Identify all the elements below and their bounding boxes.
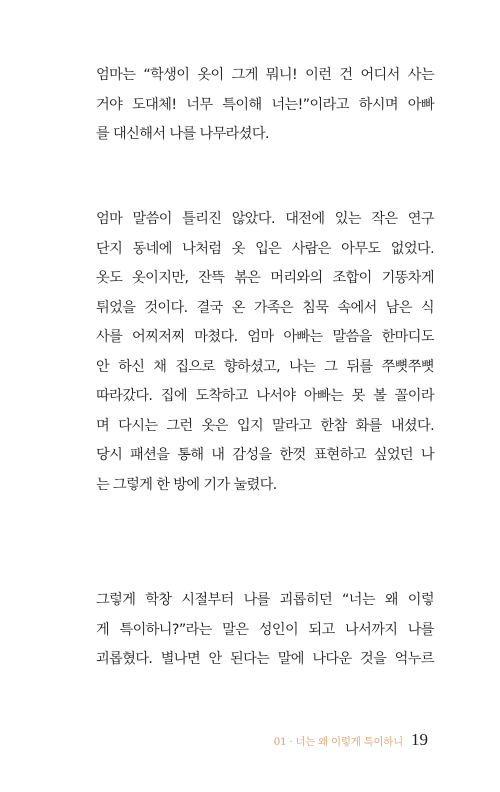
- text-line: 를 대신해서 나를 나무라셨다.: [96, 126, 269, 142]
- text-line: 거야 도대체! 너무 특이해 너는!”이라고 하시며 아빠: [96, 96, 434, 113]
- text-line: 엄마 말씀이 틀리진 않았다. 대전에 있는 작은 연구: [96, 211, 434, 227]
- page-number: 19: [411, 730, 428, 749]
- text-line: 당시 패션을 통해 내 감성을 한껏 표현하고 싶었던 나: [96, 447, 434, 463]
- page-footer: [274, 730, 428, 750]
- text-line: 단지 동네에 나처럼 옷 입은 사람은 아무도 없었다.: [96, 240, 434, 257]
- paragraph-2: [96, 205, 434, 500]
- text-line: 사를 어찌저찌 마쳤다. 엄마 아빠는 말씀을 한마디도: [96, 329, 434, 345]
- text-line: 며 다시는 그런 옷은 입지 말라고 한참 화를 내셨다.: [96, 417, 434, 434]
- paragraph-1: [96, 61, 434, 150]
- text-line: 는 그렇게 한 방에 기가 눌렸다.: [96, 476, 277, 493]
- text-line: 괴롭혔다. 별나면 안 된다는 말에 나다운 것을 억누르: [96, 651, 434, 667]
- text-line: 옷도 옷이지만, 잔뜩 볶은 머리와의 조합이 기똥차게: [96, 270, 434, 286]
- paragraph-3: [96, 586, 434, 675]
- text-line: 그렇게 학창 시절부터 나를 괴롭히던 “너는 왜 이렇: [96, 592, 434, 608]
- text-line: 안 하신 채 집으로 향하셨고, 나는 그 뒤를 쭈뼛쭈뼛: [96, 358, 434, 375]
- text-line: 튀었을 것이다. 결국 온 가족은 침묵 속에서 남은 식: [96, 299, 434, 316]
- text-line: 따라갔다. 집에 도착하고 나서야 아빠는 못 볼 꼴이라: [96, 388, 434, 404]
- running-head: 01 · 너는 왜 이렇게 특이하니: [273, 736, 403, 748]
- text-line: 엄마는 “학생이 옷이 그게 뭐니! 이런 건 어디서 사는: [96, 67, 434, 83]
- text-line: 게 특이하니?”라는 말은 성인이 되고 나서까지 나를: [96, 621, 434, 638]
